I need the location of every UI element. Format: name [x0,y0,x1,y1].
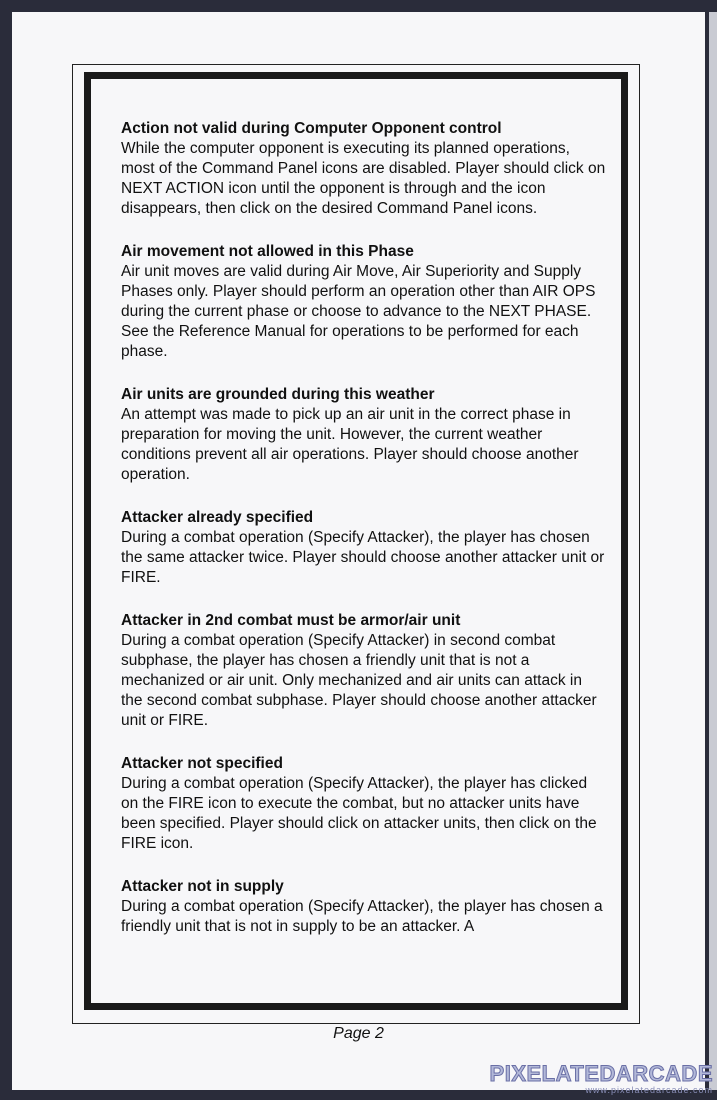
entry-body: An attempt was made to pick up an air unit in the correct phase in preparation for moving the unit. However, the current weather conditions prevent all air operations. Player should choose another operation. [121,406,579,483]
entry-body: While the computer opponent is executing its planned operations, most of the Command Panel icons are disabled. Player should click on NEXT ACTION icon until the opponent is through and the icon disappears, then click on the desired Command Panel icons. [121,140,606,217]
entry-body: During a combat operation (Specify Attacker) in second combat subphase, the player has chosen a friendly unit that is not a mechanized or air unit. Only mechanized and air units can attack in the second combat subphase. Player should choose another attacker unit or FIRE. [121,632,597,729]
entry-attacker-2nd-combat [121,611,607,731]
entry-title: Attacker already specified [121,509,314,526]
entry-action-not-valid [121,119,607,219]
inner-border [84,72,628,1010]
watermark-logo: PIXELATEDARCADE [489,1061,713,1086]
page-edge [709,12,717,1090]
entry-body: During a combat operation (Specify Attacker), the player has clicked on the FIRE icon to execute the combat, but no attacker units have been specified. Player should click on attacker units, then click on the FIRE icon. [121,775,597,852]
entry-title: Attacker not in supply [121,878,284,895]
entry-title: Action not valid during Computer Opponent control [121,120,502,137]
entry-body: During a combat operation (Specify Attacker), the player has chosen a friendly unit that is not in supply to be an attacker. A [121,898,603,935]
entry-attacker-not-specified [121,754,607,854]
entry-title: Air units are grounded during this weather [121,386,435,403]
entry-title: Attacker in 2nd combat must be armor/air unit [121,612,461,629]
page-number: Page 2 [333,1025,384,1042]
watermark [490,1063,713,1096]
watermark-url: www.pixelatedarcade.com [585,1085,713,1095]
entry-air-movement [121,242,607,362]
entry-title: Air movement not allowed in this Phase [121,243,414,260]
entry-air-grounded [121,385,607,485]
entry-body: During a combat operation (Specify Attacker), the player has chosen the same attacker twice. Player should choose another attacker unit or FIRE. [121,529,605,586]
entry-body: Air unit moves are valid during Air Move, Air Superiority and Supply Phases only. Player should perform an operation other than AIR OPS during the current phase or choose to advance to the NEXT PHASE. See the Reference Manual for operations to be performed for each phase. [121,263,596,360]
entry-title: Attacker not specified [121,755,283,772]
entry-list [121,119,607,960]
entry-attacker-not-in-supply [121,877,607,937]
entry-attacker-specified [121,508,607,588]
